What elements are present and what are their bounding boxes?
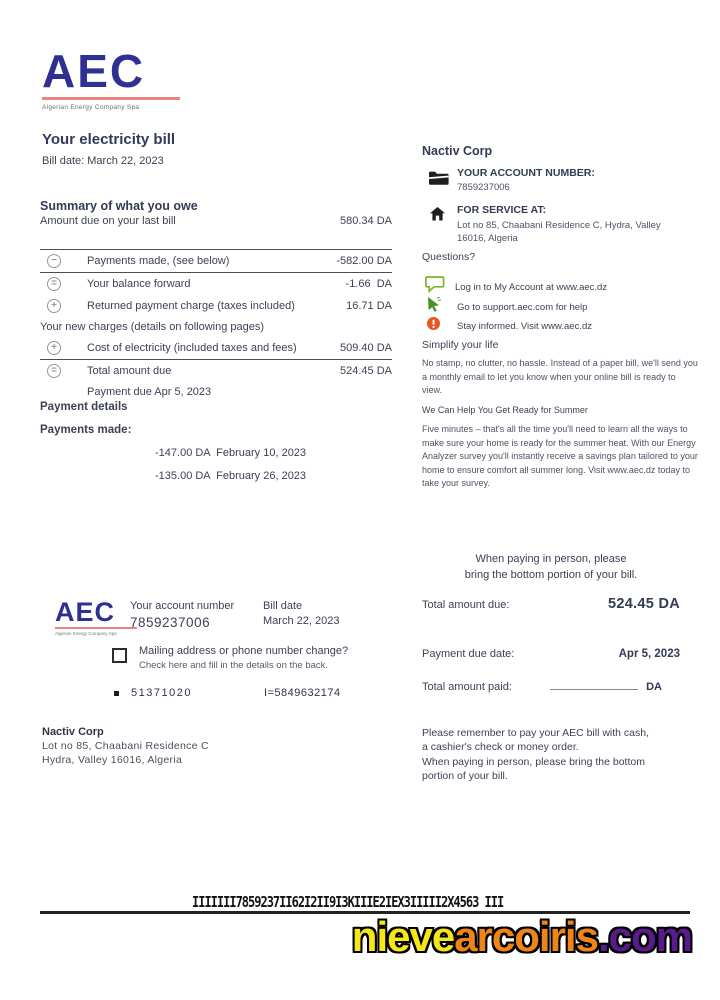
amount-paid-row bbox=[422, 680, 680, 693]
summer-title: We Can Help You Get Ready for Summer bbox=[422, 405, 588, 415]
mailing-address-line: Lot no 85, Chaabani Residence C bbox=[42, 740, 209, 752]
amount-paid-blank-field[interactable] bbox=[550, 680, 638, 690]
checkbox-instruction: Check here and fill in the details on the back. bbox=[139, 660, 329, 671]
reminder-line: Please remember to pay your AEC bill with cash, bbox=[422, 727, 650, 739]
summary-row-returned-charge bbox=[40, 295, 392, 317]
logo-subtitle: Algerian Energy Company Spa bbox=[42, 103, 140, 111]
square-marker-icon bbox=[114, 691, 119, 696]
stub-account-label: Your account number bbox=[130, 600, 235, 612]
account-holder-name: Nactiv Corp bbox=[422, 144, 493, 158]
equals-circle-icon: = bbox=[47, 364, 61, 378]
summary-row-electricity-cost bbox=[40, 337, 392, 359]
summary-row-value: -582.00 DA bbox=[336, 255, 392, 267]
questions-title: Questions? bbox=[422, 251, 476, 263]
summary-intro-row bbox=[40, 213, 392, 227]
summary-title: Summary of what you owe bbox=[40, 199, 198, 213]
notice-line: bring the bottom portion of your bill. bbox=[464, 568, 638, 581]
company-logo-small bbox=[55, 598, 137, 636]
due-date-row bbox=[422, 648, 680, 660]
summary-section bbox=[40, 199, 392, 402]
stub-bill-date-value: March 22, 2023 bbox=[263, 615, 340, 627]
summary-intro-value: 580.34 DA bbox=[340, 215, 392, 227]
mailing-address-block bbox=[42, 726, 209, 766]
summary-row-total-due bbox=[40, 359, 392, 382]
amount-paid-unit: DA bbox=[646, 681, 662, 693]
stub-code-left: 51371020 bbox=[131, 687, 192, 699]
watermark-arcoiris: arcoiris bbox=[454, 913, 598, 960]
amount-paid-label: Total amount paid: bbox=[422, 681, 512, 693]
watermark-nieve: nieve bbox=[351, 913, 455, 960]
stub-account-block bbox=[130, 600, 234, 630]
address-change-checkbox[interactable] bbox=[112, 648, 127, 663]
payment-stub bbox=[42, 598, 402, 798]
summary-row-value: 509.40 DA bbox=[340, 342, 392, 354]
summer-text: Five minutes – that's all the time you'll need to learn all the ways to make sure your home is ready for the summer heat. With our Energy Analyzer survey you'll instantly receive a savings plan tailored to your home to ensure comfort all summer long. Visit www.aec.dz today to take your survey. bbox=[422, 424, 698, 488]
stub-code-row bbox=[114, 687, 394, 699]
cursor-click-icon bbox=[427, 297, 457, 317]
reminder-line: When paying in person, please bring the bottom bbox=[422, 755, 645, 768]
total-due-value: 524.45 DA bbox=[607, 596, 680, 612]
equals-circle-icon: = bbox=[47, 277, 61, 291]
service-address-line: 16016, Algeria bbox=[457, 233, 518, 245]
summary-row-label: Returned payment charge (taxes included) bbox=[87, 300, 295, 312]
folder-icon bbox=[428, 170, 449, 191]
summary-row-value: -1.66 DA bbox=[345, 278, 392, 290]
due-date-label: Payment due date: bbox=[422, 648, 515, 660]
payment-due-note: Payment due Apr 5, 2023 bbox=[87, 386, 212, 398]
payment-item: -135.00 DA February 26, 2023 bbox=[155, 470, 307, 482]
watermark bbox=[352, 913, 692, 961]
logo-underline bbox=[42, 97, 180, 100]
micr-barcode-line: IIIIIII7859237II62I2II9I3KIIIE2IEX3IIIII2X4563 III bbox=[192, 893, 504, 911]
summary-row-label: Total amount due bbox=[87, 365, 172, 377]
summary-row-label: Payments made, (see below) bbox=[87, 255, 230, 267]
logo-text: AEC bbox=[55, 597, 116, 627]
total-due-row bbox=[422, 596, 680, 612]
summary-intro-label: Amount due on your last bill bbox=[40, 215, 176, 227]
simplify-title: Simplify your life bbox=[422, 339, 499, 351]
bring-bottom-notice bbox=[422, 552, 680, 584]
account-number-block bbox=[457, 167, 595, 193]
questions-item-support bbox=[427, 297, 587, 317]
company-logo bbox=[42, 46, 180, 111]
remittance-section bbox=[422, 552, 680, 693]
stub-account-number: 7859237006 bbox=[130, 615, 211, 630]
due-date-value: Apr 5, 2023 bbox=[618, 648, 680, 660]
summary-row-balance-forward bbox=[40, 272, 392, 295]
stub-code-right: I=5849632174 bbox=[263, 687, 341, 699]
questions-item-informed bbox=[427, 317, 592, 335]
house-icon bbox=[430, 207, 445, 226]
summary-row-label: Your balance forward bbox=[87, 278, 191, 290]
summary-row-value: 16.71 DA bbox=[346, 300, 392, 312]
service-address-block bbox=[457, 204, 661, 246]
payment-item: -147.00 DA February 10, 2023 bbox=[155, 447, 307, 459]
new-charges-heading: Your new charges (details on following pages) bbox=[40, 321, 265, 333]
notice-line: When paying in person, please bbox=[475, 553, 627, 565]
questions-item-login bbox=[425, 276, 607, 298]
mailing-name: Nactiv Corp bbox=[42, 726, 104, 738]
payment-details-title: Payment details bbox=[40, 401, 128, 413]
bill-date: Bill date: March 22, 2023 bbox=[42, 155, 164, 167]
logo-subtitle: Algerian Energy Company Spa bbox=[55, 631, 117, 637]
summary-row-payments-made bbox=[40, 249, 392, 272]
mailing-address-line: Hydra, Valley 16016, Algeria bbox=[42, 754, 183, 766]
summary-row-label: Cost of electricity (included taxes and fees) bbox=[87, 342, 297, 354]
reminder-line: portion of your bill. bbox=[422, 770, 508, 783]
stub-bill-date-block bbox=[263, 600, 339, 627]
logo-text: AEC bbox=[42, 45, 146, 97]
reminder-line: a cashier's check or money order. bbox=[422, 741, 579, 754]
plus-circle-icon: + bbox=[47, 299, 61, 313]
account-number-label: YOUR ACCOUNT NUMBER: bbox=[457, 167, 595, 179]
logo-underline bbox=[55, 627, 137, 629]
watermark-com: .com bbox=[597, 913, 692, 960]
service-address-line: Lot no 85, Chaabani Residence C, Hydra, Valley bbox=[457, 220, 661, 231]
total-due-label: Total amount due: bbox=[422, 599, 510, 611]
plus-circle-icon: + bbox=[47, 341, 61, 355]
service-address-label: FOR SERVICE AT: bbox=[457, 204, 547, 216]
payment-details-section bbox=[40, 401, 392, 482]
simplify-text: No stamp, no clutter, no hassle. Instead of a paper bill, we'll send you a monthly email to let you know when your online bill is ready to view. bbox=[422, 358, 698, 395]
speech-bubble-icon bbox=[425, 276, 455, 298]
payment-reminder bbox=[422, 726, 698, 784]
account-number-value: 7859237006 bbox=[457, 182, 510, 193]
summary-row-value: 524.45 DA bbox=[340, 365, 392, 377]
checkbox-question: Mailing address or phone number change? bbox=[139, 645, 349, 657]
minus-circle-icon: − bbox=[47, 254, 61, 268]
alert-icon bbox=[427, 317, 457, 335]
payments-made-subtitle: Payments made: bbox=[40, 424, 132, 436]
questions-item-text: Stay informed. Visit www.aec.dz bbox=[457, 320, 592, 332]
page-title: Your electricity bill bbox=[42, 131, 176, 148]
questions-item-text: Go to support.aec.com for help bbox=[457, 301, 588, 313]
questions-item-text: Log in to My Account at www.aec.dz bbox=[455, 281, 608, 293]
stub-bill-date-label: Bill date bbox=[263, 600, 303, 612]
